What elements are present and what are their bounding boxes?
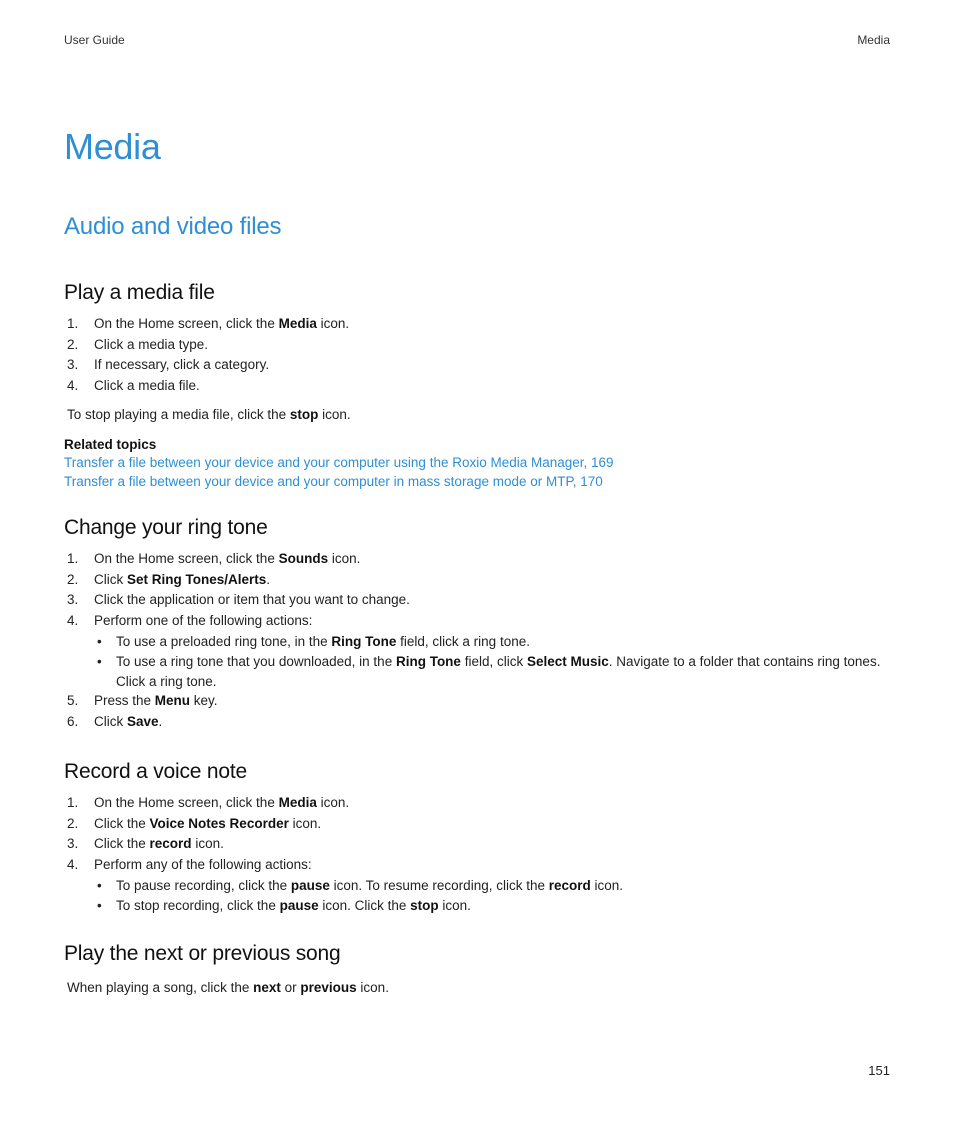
note-bold: stop bbox=[289, 407, 319, 422]
step-bold: Set Ring Tones/Alerts bbox=[127, 571, 267, 587]
bullet-bold: pause bbox=[279, 898, 319, 914]
step-number: 1. bbox=[67, 316, 79, 331]
header-guide-title: User Guide bbox=[64, 33, 125, 47]
bullet-icon: • bbox=[97, 633, 102, 649]
step-text: . bbox=[158, 714, 163, 730]
list-item bbox=[64, 691, 892, 712]
step-number: 4. bbox=[67, 613, 79, 629]
step-bold: Voice Notes Recorder bbox=[149, 815, 289, 831]
topic-title-voice-note: Record a voice note bbox=[64, 760, 247, 783]
bullet-bold: Select Music bbox=[526, 654, 609, 670]
list-item bbox=[64, 834, 623, 855]
topic-title-next-song: Play the next or previous song bbox=[64, 942, 341, 965]
bullet-text: icon. bbox=[438, 898, 471, 914]
bullet-bold: pause bbox=[290, 877, 330, 893]
step-number: 4. bbox=[67, 378, 79, 394]
step-text: Click the bbox=[94, 815, 150, 831]
bullet-text: . Navigate to a folder that contains ring tones. Click a ring tone. bbox=[116, 654, 881, 689]
bullet-text: icon. To resume recording, click the bbox=[329, 877, 549, 893]
voice-note-steps bbox=[64, 793, 623, 916]
bullet-text: To pause recording, click the bbox=[116, 877, 291, 893]
next-song-note bbox=[67, 980, 389, 995]
header-chapter-name: Media bbox=[857, 33, 890, 47]
list-item bbox=[94, 896, 623, 916]
related-topics-title: Related topics bbox=[64, 437, 157, 452]
step-bold: Sounds bbox=[278, 551, 329, 566]
note-text: or bbox=[280, 980, 301, 995]
step-text: icon. bbox=[328, 551, 361, 566]
step-number: 6. bbox=[67, 714, 79, 730]
step-text: Perform any of the following actions: bbox=[94, 857, 312, 873]
step-text: Click the application or item that you want to change. bbox=[94, 592, 410, 608]
list-item bbox=[64, 712, 892, 733]
note-bold: previous bbox=[300, 980, 357, 995]
list-item bbox=[64, 855, 623, 916]
note-text: When playing a song, click the bbox=[67, 980, 254, 995]
chapter-title: Media bbox=[64, 126, 161, 167]
step-number: 3. bbox=[67, 836, 79, 852]
bullet-text: icon. Click the bbox=[318, 898, 411, 914]
step-bold: record bbox=[149, 836, 192, 852]
step-number: 5. bbox=[67, 693, 79, 709]
related-link-roxio[interactable]: Transfer a file between your device and your computer using the Roxio Media Manager, 169 bbox=[64, 455, 614, 470]
bullet-text: To stop recording, click the bbox=[116, 898, 280, 914]
note-text: To stop playing a media file, click the bbox=[67, 407, 290, 422]
step-text: If necessary, click a category. bbox=[94, 357, 270, 373]
voice-note-bullets bbox=[94, 876, 623, 916]
step-text: icon. bbox=[288, 815, 322, 831]
topic-title-ring-tone: Change your ring tone bbox=[64, 516, 268, 539]
bullet-text: To use a ring tone that you downloaded, in the bbox=[116, 654, 396, 670]
step-number: 3. bbox=[67, 592, 79, 608]
bullet-text: To use a preloaded ring tone, in the bbox=[116, 633, 332, 649]
list-item bbox=[64, 570, 892, 591]
bullet-bold: record bbox=[548, 877, 591, 893]
step-text: Click a media type. bbox=[94, 336, 209, 352]
step-text: On the Home screen, click the bbox=[94, 795, 279, 810]
step-text: icon. bbox=[191, 836, 224, 852]
list-item bbox=[64, 335, 349, 356]
list-item bbox=[64, 611, 892, 691]
list-item bbox=[64, 376, 349, 397]
step-number: 2. bbox=[67, 571, 79, 587]
step-text: key. bbox=[190, 693, 218, 709]
step-text: Click a media file. bbox=[94, 378, 200, 394]
bullet-text: field, click a ring tone. bbox=[396, 633, 530, 649]
list-item bbox=[94, 652, 892, 691]
step-bold: Menu bbox=[154, 693, 191, 709]
list-item bbox=[94, 632, 892, 652]
bullet-bold: Ring Tone bbox=[331, 633, 397, 649]
step-text: Press the bbox=[94, 693, 155, 709]
step-text: Perform one of the following actions: bbox=[94, 613, 313, 629]
bullet-icon: • bbox=[97, 898, 102, 914]
running-header bbox=[64, 33, 890, 49]
note-text: icon. bbox=[318, 407, 351, 422]
list-item bbox=[64, 314, 349, 335]
list-item bbox=[64, 814, 623, 835]
step-text: On the Home screen, click the bbox=[94, 551, 279, 566]
step-text: icon. bbox=[316, 795, 350, 810]
step-number: 3. bbox=[67, 357, 79, 373]
play-media-note bbox=[67, 407, 351, 422]
step-number: 4. bbox=[67, 857, 79, 873]
play-media-steps bbox=[64, 314, 349, 397]
section-title: Audio and video files bbox=[64, 213, 282, 240]
step-text: Click bbox=[94, 714, 127, 730]
bullet-bold: Ring Tone bbox=[395, 654, 461, 670]
step-number: 1. bbox=[67, 795, 79, 810]
step-text: Click the bbox=[94, 836, 150, 852]
bullet-text: icon. bbox=[590, 877, 624, 893]
bullet-text: field, click bbox=[460, 654, 527, 670]
list-item bbox=[64, 355, 349, 376]
step-text: . bbox=[266, 571, 271, 587]
page-number: 151 bbox=[868, 1063, 890, 1078]
step-number: 2. bbox=[67, 336, 79, 352]
step-bold: Media bbox=[278, 795, 317, 810]
bullet-bold: stop bbox=[410, 898, 439, 914]
step-text: On the Home screen, click the bbox=[94, 316, 279, 331]
list-item bbox=[64, 549, 892, 570]
related-link-mass-storage[interactable]: Transfer a file between your device and your computer in mass storage mode or MTP, 170 bbox=[64, 474, 603, 489]
step-number: 2. bbox=[67, 815, 79, 831]
step-bold: Media bbox=[278, 316, 317, 331]
topic-title-play-media: Play a media file bbox=[64, 281, 215, 304]
note-text: icon. bbox=[356, 980, 389, 995]
step-text: icon. bbox=[316, 316, 350, 331]
note-bold: next bbox=[253, 980, 281, 995]
bullet-icon: • bbox=[97, 654, 102, 670]
list-item bbox=[64, 793, 623, 814]
list-item bbox=[94, 876, 623, 896]
list-item bbox=[64, 590, 892, 611]
ring-tone-bullets bbox=[94, 632, 892, 692]
step-bold: Save bbox=[127, 714, 159, 730]
step-number: 1. bbox=[67, 551, 79, 566]
bullet-icon: • bbox=[97, 877, 102, 893]
step-text: Click bbox=[94, 571, 127, 587]
ring-tone-steps bbox=[64, 549, 892, 733]
